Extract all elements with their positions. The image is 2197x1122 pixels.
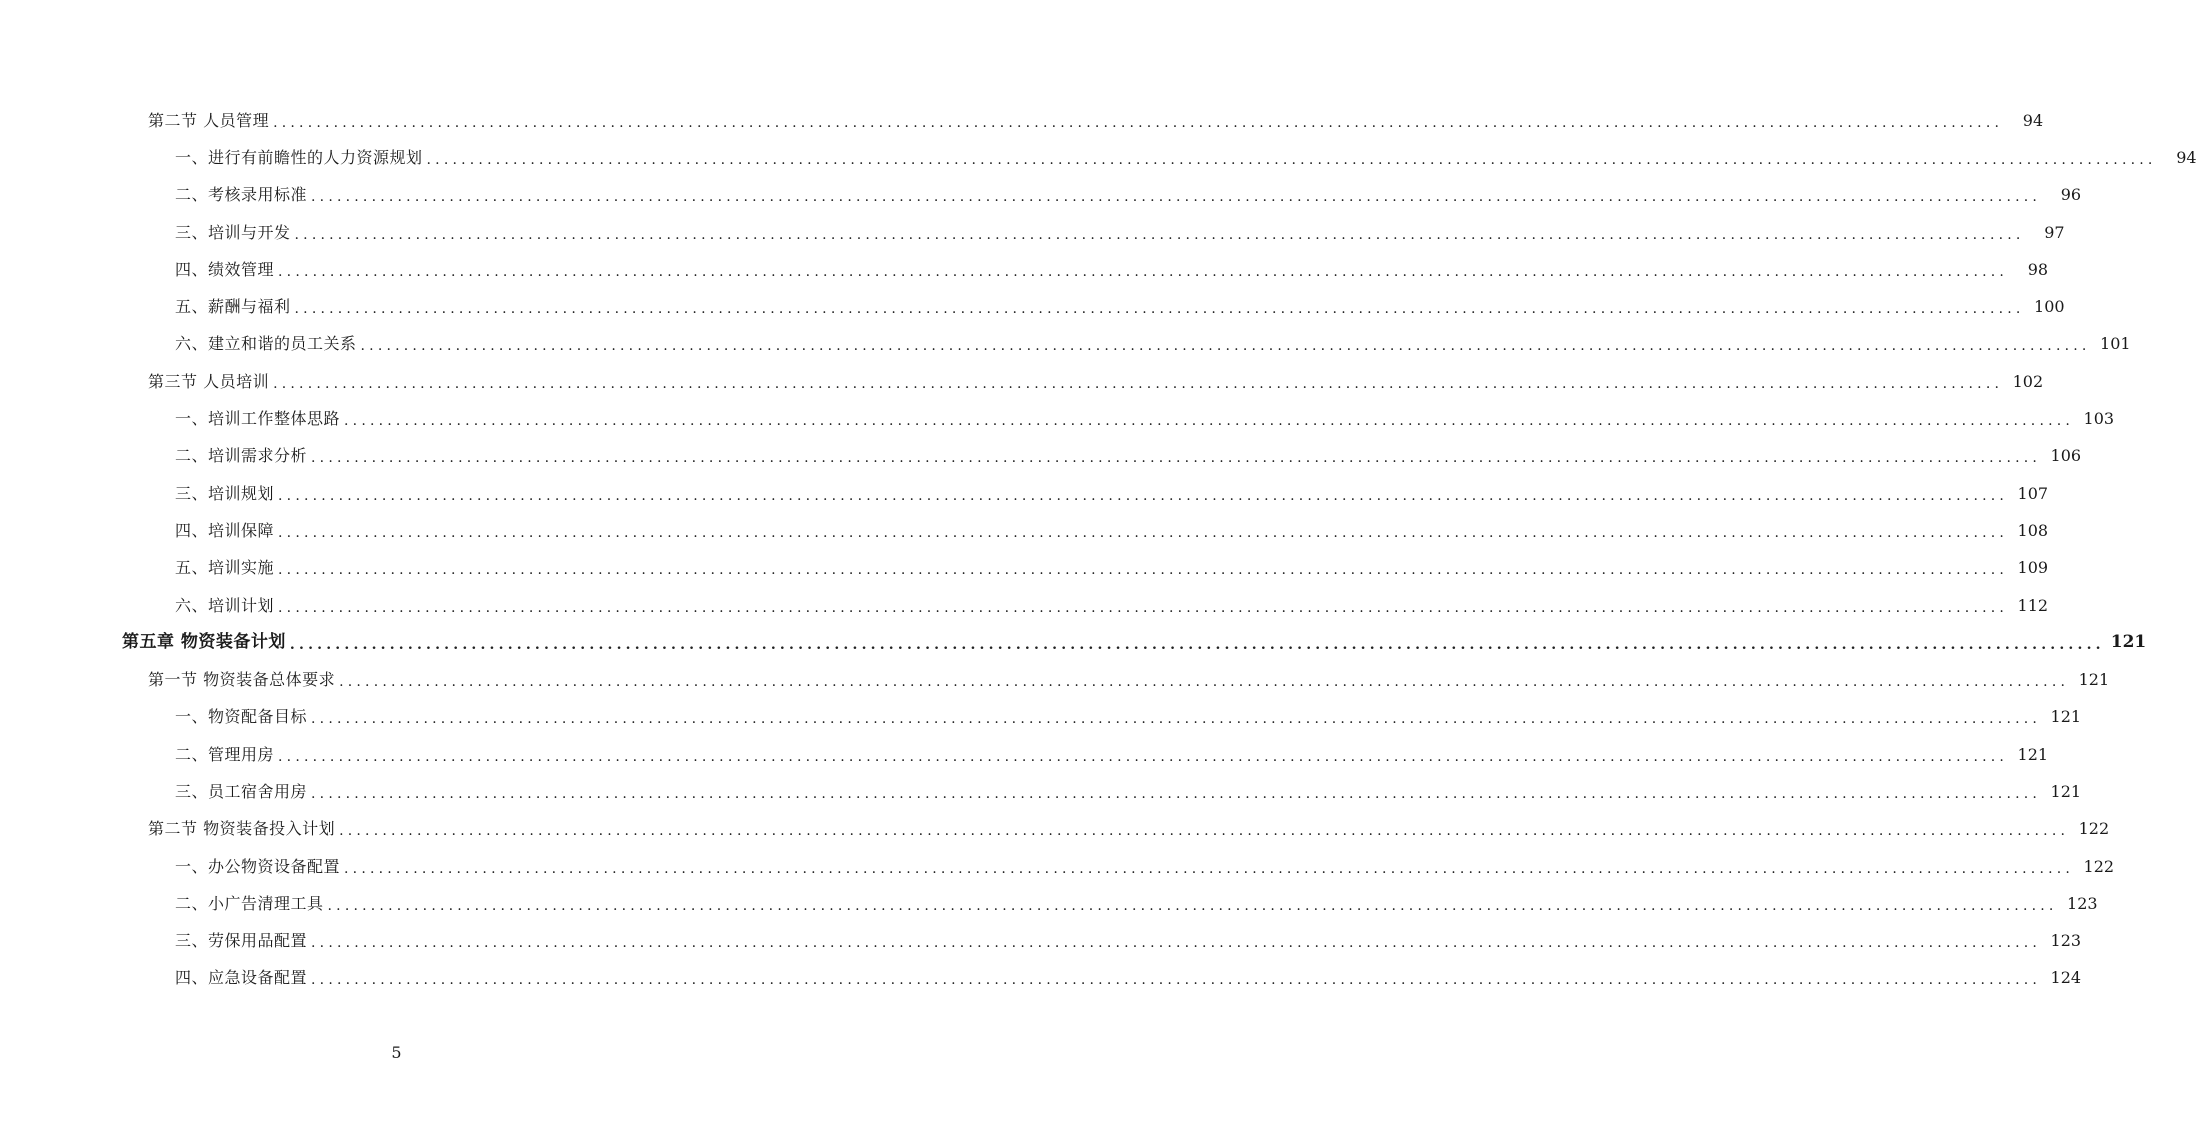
table-of-contents — [0, 102, 2197, 997]
toc-entry-title: 六、建立和谐的员工关系 — [175, 334, 357, 354]
toc-entry-title: 四、应急设备配置 — [175, 968, 308, 988]
toc-leader-dots: ........................................................................................................................................................................................................ — [360, 338, 2091, 355]
toc-entry[interactable] — [0, 139, 2197, 176]
toc-leader-dots: ........................................................................................................................................................................................................ — [311, 189, 2042, 206]
toc-entry-title: 第一节 物资装备总体要求 — [148, 670, 336, 690]
toc-entry[interactable] — [0, 512, 2049, 549]
toc-entry-title: 一、办公物资设备配置 — [175, 856, 341, 876]
toc-entry-page: 122 — [2078, 819, 2110, 839]
toc-leader-dots: ........................................................................................................................................................................................................ — [311, 785, 2042, 802]
toc-entry-title: 六、培训计划 — [175, 595, 275, 615]
toc-entry-title: 第二节 物资装备投入计划 — [148, 819, 336, 839]
toc-leader-dots: ........................................................................................................................................................................................................ — [311, 935, 2042, 952]
toc-leader-dots: ........................................................................................................................................................................................................ — [278, 487, 2009, 504]
toc-leader-dots: ........................................................................................................................................................................................................ — [278, 599, 2009, 616]
toc-leader-dots: ........................................................................................................................................................................................................ — [294, 301, 2025, 318]
toc-entry[interactable] — [0, 400, 2115, 437]
toc-leader-dots: ........................................................................................................................................................................................................ — [289, 636, 2105, 653]
toc-entry-title: 二、小广告清理工具 — [175, 893, 324, 913]
toc-entry-page: 123 — [2067, 893, 2098, 913]
toc-entry-page: 121 — [2078, 670, 2110, 690]
toc-leader-dots: ........................................................................................................................................................................................................ — [339, 674, 2070, 691]
toc-entry-page: 121 — [2017, 744, 2049, 764]
toc-entry[interactable] — [0, 960, 2082, 997]
toc-entry[interactable] — [0, 251, 2049, 288]
toc-entry-page: 108 — [2017, 520, 2049, 540]
toc-entry-page: 107 — [2017, 483, 2049, 503]
toc-entry[interactable] — [0, 102, 2044, 139]
toc-entry[interactable] — [0, 177, 2082, 214]
toc-entry-page: 97 — [2044, 222, 2065, 242]
toc-leader-dots: ........................................................................................................................................................................................................ — [294, 226, 2025, 243]
toc-entry-page: 112 — [2017, 595, 2049, 615]
toc-entry[interactable] — [0, 736, 2049, 773]
toc-entry-title: 一、进行有前瞻性的人力资源规划 — [175, 147, 423, 167]
toc-entry[interactable] — [0, 214, 2065, 251]
toc-entry[interactable] — [0, 288, 2065, 325]
toc-entry-page: 106 — [2050, 446, 2082, 466]
toc-entry-title: 二、考核录用标准 — [175, 185, 308, 205]
toc-leader-dots: ........................................................................................................................................................................................................ — [344, 413, 2075, 430]
toc-entry[interactable] — [0, 587, 2049, 624]
toc-entry[interactable] — [0, 363, 2044, 400]
toc-entry-title: 三、员工宿舍用房 — [175, 781, 308, 801]
toc-leader-dots: ........................................................................................................................................................................................................ — [278, 263, 2009, 280]
toc-leader-dots: ........................................................................................................................................................................................................ — [311, 450, 2042, 467]
toc-entry[interactable] — [0, 885, 2098, 922]
toc-leader-dots: ........................................................................................................................................................................................................ — [278, 524, 2009, 541]
toc-entry-title: 四、绩效管理 — [175, 259, 275, 279]
toc-entry-page: 103 — [2083, 409, 2115, 429]
toc-entry-title: 三、培训规划 — [175, 483, 275, 503]
toc-entry-title: 三、劳保用品配置 — [175, 931, 308, 951]
toc-entry[interactable] — [0, 624, 2147, 661]
toc-entry-page: 123 — [2050, 931, 2082, 951]
toc-entry[interactable] — [0, 661, 2110, 698]
toc-entry-page: 94 — [2022, 110, 2044, 130]
toc-entry[interactable] — [0, 550, 2049, 587]
toc-leader-dots: ........................................................................................................................................................................................................ — [327, 897, 2058, 914]
toc-entry-page: 124 — [2050, 968, 2082, 988]
toc-leader-dots: ........................................................................................................................................................................................................ — [278, 748, 2009, 765]
page-number: 5 — [391, 1043, 402, 1062]
toc-entry-title: 三、培训与开发 — [175, 222, 291, 242]
toc-entry-page: 101 — [2100, 334, 2131, 354]
toc-entry-title: 二、管理用房 — [175, 744, 275, 764]
toc-entry[interactable] — [0, 848, 2115, 885]
toc-leader-dots: ........................................................................................................................................................................................................ — [339, 823, 2070, 840]
toc-entry-page: 100 — [2034, 297, 2065, 317]
toc-entry-title: 四、培训保障 — [175, 520, 275, 540]
toc-entry-title: 第二节 人员管理 — [148, 110, 270, 130]
toc-entry-title: 第五章 物资装备计划 — [122, 632, 286, 653]
toc-leader-dots: ........................................................................................................................................................................................................ — [273, 375, 2004, 392]
toc-entry-title: 二、培训需求分析 — [175, 446, 308, 466]
toc-entry-title: 一、物资配备目标 — [175, 707, 308, 727]
toc-entry-title: 第三节 人员培训 — [148, 371, 270, 391]
toc-leader-dots: ........................................................................................................................................................................................................ — [273, 114, 2004, 131]
toc-entry-page: 94 — [2176, 147, 2197, 167]
toc-entry[interactable] — [0, 438, 2082, 475]
toc-entry[interactable] — [0, 773, 2082, 810]
toc-leader-dots: ........................................................................................................................................................................................................ — [344, 860, 2075, 877]
toc-entry-title: 五、薪酬与福利 — [175, 297, 291, 317]
toc-entry-page: 121 — [2050, 707, 2082, 727]
toc-leader-dots: ........................................................................................................................................................................................................ — [311, 972, 2042, 989]
toc-entry-page: 96 — [2060, 185, 2082, 205]
toc-leader-dots: ........................................................................................................................................................................................................ — [278, 562, 2009, 579]
toc-entry[interactable] — [0, 475, 2049, 512]
toc-entry-page: 109 — [2017, 558, 2049, 578]
toc-entry-page: 102 — [2012, 371, 2044, 391]
toc-leader-dots: ........................................................................................................................................................................................................ — [426, 151, 2157, 168]
toc-leader-dots: ........................................................................................................................................................................................................ — [311, 711, 2042, 728]
toc-entry-page: 121 — [2050, 781, 2082, 801]
toc-entry[interactable] — [0, 326, 2131, 363]
toc-entry[interactable] — [0, 699, 2082, 736]
toc-entry-page: 98 — [2027, 259, 2049, 279]
toc-entry-page: 121 — [2110, 632, 2147, 653]
toc-entry[interactable] — [0, 811, 2110, 848]
toc-entry-page: 122 — [2083, 856, 2115, 876]
toc-entry[interactable] — [0, 923, 2082, 960]
toc-entry-title: 五、培训实施 — [175, 558, 275, 578]
toc-entry-title: 一、培训工作整体思路 — [175, 409, 341, 429]
